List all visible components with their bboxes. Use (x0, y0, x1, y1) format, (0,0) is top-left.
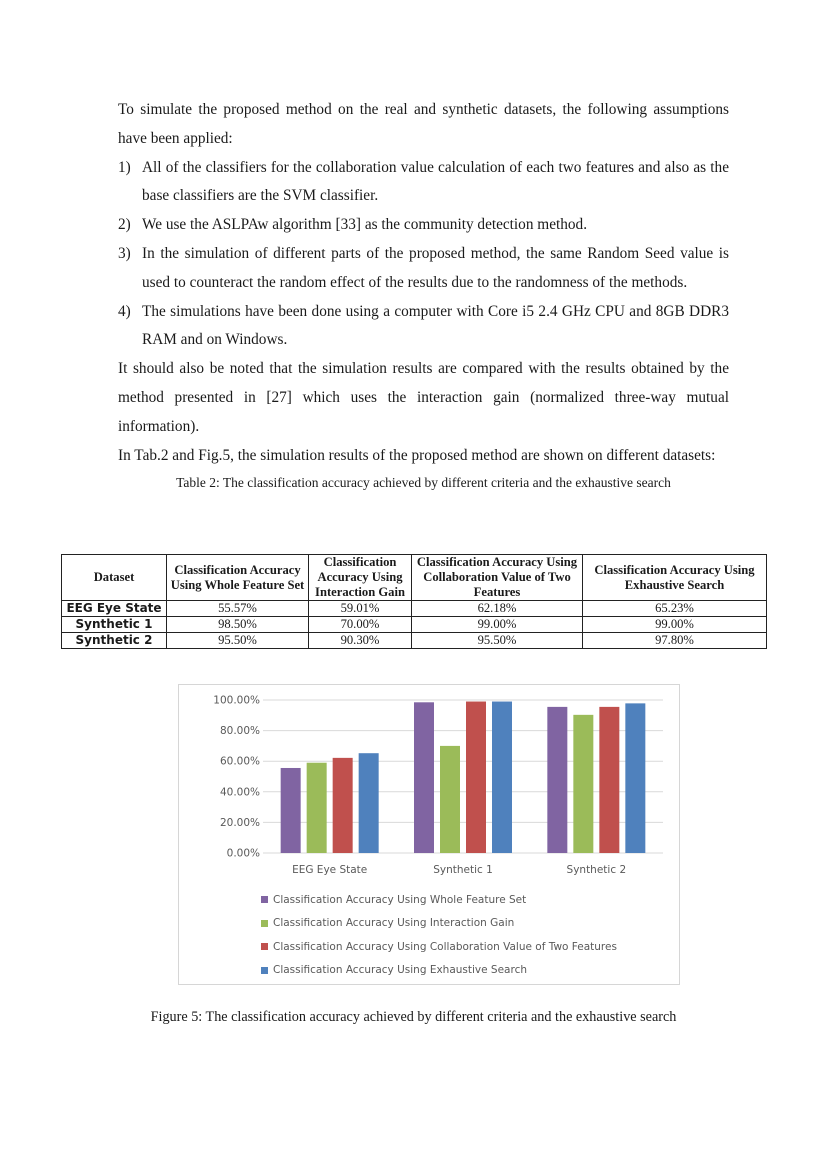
list-text: We use the ASLPAw algorithm [33] as the community detection method. (142, 216, 588, 234)
y-tick-label: 0.00% (226, 847, 260, 860)
table-caption: Table 2: The classification accuracy achieved by different criteria and the exhaustive search (176, 475, 671, 491)
list-item (118, 240, 729, 298)
list-text: In the simulation of different parts of the proposed method, the same Random Seed value is used to counteract the random effect of the results due to the randomness of the methods. (142, 244, 729, 291)
table-cell: 95.50% (412, 633, 583, 649)
header-exhaustive-search: Classification Accuracy Using Exhaustive Search (583, 555, 767, 601)
list-number: 4) (118, 302, 131, 320)
figure-caption: Figure 5: The classification accuracy achieved by different criteria and the exhaustive search (150, 1009, 677, 1025)
table-cell: Synthetic 1 (62, 617, 167, 633)
table-cell: 59.01% (309, 601, 412, 617)
accuracy-chart (178, 684, 680, 985)
table-cell: 55.57% (167, 601, 309, 617)
y-tick-label: 80.00% (219, 725, 260, 738)
bar (281, 768, 301, 853)
legend-label: Classification Accuracy Using Exhaustive Search (273, 964, 527, 977)
list-number: 1) (118, 158, 131, 176)
legend-label: Classification Accuracy Using Collaboration Value of Two Features (273, 940, 617, 953)
table-cell: 65.23% (583, 601, 767, 617)
bar (359, 753, 379, 853)
legend-swatch (261, 967, 268, 974)
table-row (62, 633, 767, 649)
table-cell: 90.30% (309, 633, 412, 649)
y-tick-label: 60.00% (219, 755, 260, 768)
x-tick-label: EEG Eye State (292, 864, 368, 876)
bar (466, 702, 486, 853)
table-cell: EEG Eye State (62, 601, 167, 617)
y-tick-label: 100.00% (213, 694, 260, 707)
header-dataset: Dataset (62, 555, 167, 601)
table-header-row (62, 555, 767, 601)
legend-item (261, 935, 617, 959)
legend-swatch (261, 896, 268, 903)
intro-paragraph: To simulate the proposed method on the real and synthetic datasets, the following assumptions have been applied: (118, 101, 729, 147)
table-cell: 99.00% (412, 617, 583, 633)
page-body (118, 96, 729, 492)
y-tick-label: 40.00% (219, 786, 260, 799)
bar (547, 707, 567, 853)
legend-swatch (261, 943, 268, 950)
x-tick-label: Synthetic 2 (566, 864, 627, 876)
y-tick-label: 20.00% (219, 816, 260, 829)
table-cell: Synthetic 2 (62, 633, 167, 649)
x-tick-label: Synthetic 1 (433, 864, 493, 876)
list-number: 2) (118, 216, 131, 234)
bar (573, 715, 593, 853)
header-whole-feature-set: Classification Accuracy Using Whole Feature Set (167, 555, 309, 601)
bar (333, 758, 353, 853)
table-cell: 99.00% (583, 617, 767, 633)
legend-item (261, 959, 617, 983)
bar (599, 707, 619, 853)
list-number: 3) (118, 244, 131, 262)
legend-swatch (261, 920, 268, 927)
legend-item (261, 912, 617, 936)
header-interaction-gain: Classification Accuracy Using Interaction Gain (309, 555, 412, 601)
chart-legend (261, 888, 617, 982)
table-row (62, 617, 767, 633)
legend-label: Classification Accuracy Using Interaction Gain (273, 917, 515, 930)
table-cell: 62.18% (412, 601, 583, 617)
bar (440, 746, 460, 853)
legend-label: Classification Accuracy Using Whole Feature Set (273, 893, 527, 906)
header-collaboration-value: Classification Accuracy Using Collaboration Value of Two Features (412, 555, 583, 601)
lead-paragraph: In Tab.2 and Fig.5, the simulation results of the proposed method are shown on different datasets: (118, 446, 716, 464)
table-cell: 98.50% (167, 617, 309, 633)
table-cell: 97.80% (583, 633, 767, 649)
list-item (118, 211, 729, 240)
list-text: All of the classifiers for the collaboration value calculation of each two features and also as the base classifiers are the SVM classifier. (142, 158, 729, 205)
table-row (62, 601, 767, 617)
list-text: The simulations have been done using a computer with Core i5 2.4 GHz CPU and 8GB DDR3 RAM and on Windows. (142, 302, 729, 349)
bar (414, 702, 434, 853)
results-table (61, 554, 767, 649)
legend-item (261, 888, 617, 912)
bar (492, 702, 512, 853)
list-item (118, 298, 729, 356)
table-cell: 95.50% (167, 633, 309, 649)
bar (307, 763, 327, 853)
note-paragraph: It should also be noted that the simulation results are compared with the results obtained by the method presented in [27] which uses the interaction gain (normalized three-way mutual information). (118, 360, 729, 435)
bar (625, 703, 645, 853)
table-cell: 70.00% (309, 617, 412, 633)
assumptions-list (118, 154, 729, 356)
list-item (118, 154, 729, 212)
